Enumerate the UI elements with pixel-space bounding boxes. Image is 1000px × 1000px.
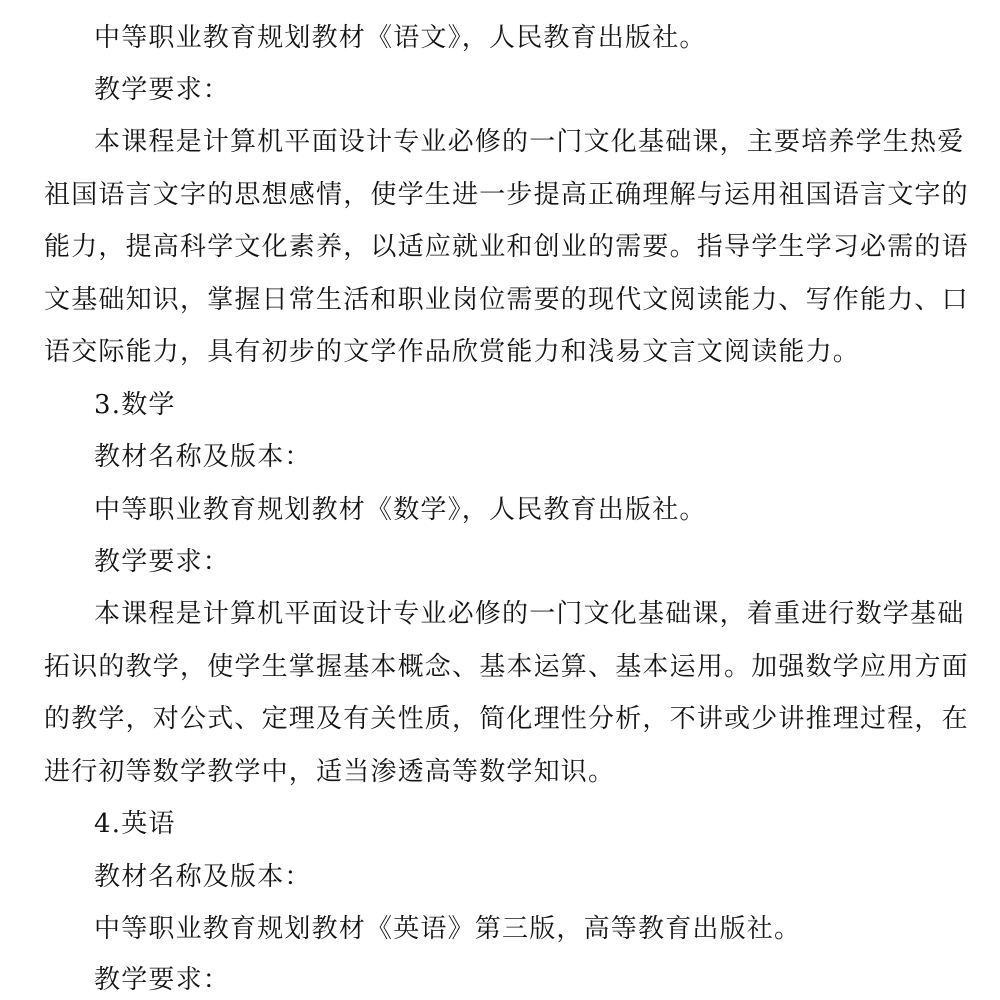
paragraph-line: 进行初等数学教学中，适当渗透高等数学知识。 <box>44 757 616 787</box>
paragraph-line: 本课程是计算机平面设计专业必修的一门文化基础课，着重进行数学基础 <box>94 599 965 629</box>
paragraph-line: 语交际能力，具有初步的文学作品欣赏能力和浅易文言文阅读能力。 <box>44 337 861 367</box>
textbook-version-heading: 教材名称及版本： <box>94 862 312 892</box>
paragraph-line: 拓识的教学，使学生掌握基本概念、基本运算、基本运用。加强数学应用方面 <box>44 652 969 682</box>
teaching-requirements-heading: 教学要求： <box>94 965 231 995</box>
teaching-requirements-heading: 教学要求： <box>94 547 231 577</box>
textbook-line-chinese: 中等职业教育规划教材《语文》，人民教育出版社。 <box>94 23 707 53</box>
textbook-line-english: 中等职业教育规划教材《英语》第三版，高等教育出版社。 <box>94 914 802 944</box>
paragraph-line: 本课程是计算机平面设计专业必修的一门文化基础课，主要培养学生热爱 <box>94 127 965 157</box>
textbook-line-math: 中等职业教育规划教材《数学》，人民教育出版社。 <box>94 495 707 525</box>
textbook-version-heading: 教材名称及版本： <box>94 442 312 472</box>
paragraph-line: 能力，提高科学文化素养，以适应就业和创业的需要。指导学生学习必需的语 <box>44 232 969 262</box>
section-heading-math: 3.数学 <box>94 390 176 420</box>
paragraph-line: 文基础知识，掌握日常生活和职业岗位需要的现代文阅读能力、写作能力、口 <box>44 285 969 315</box>
section-heading-english: 4.英语 <box>94 809 176 839</box>
teaching-requirements-heading: 教学要求： <box>94 75 231 105</box>
paragraph-line: 的教学，对公式、定理及有关性质，简化理性分析，不讲或少讲推理过程，在 <box>44 704 969 734</box>
paragraph-line: 祖国语言文字的思想感情，使学生进一步提高正确理解与运用祖国语言文字的 <box>44 180 969 210</box>
